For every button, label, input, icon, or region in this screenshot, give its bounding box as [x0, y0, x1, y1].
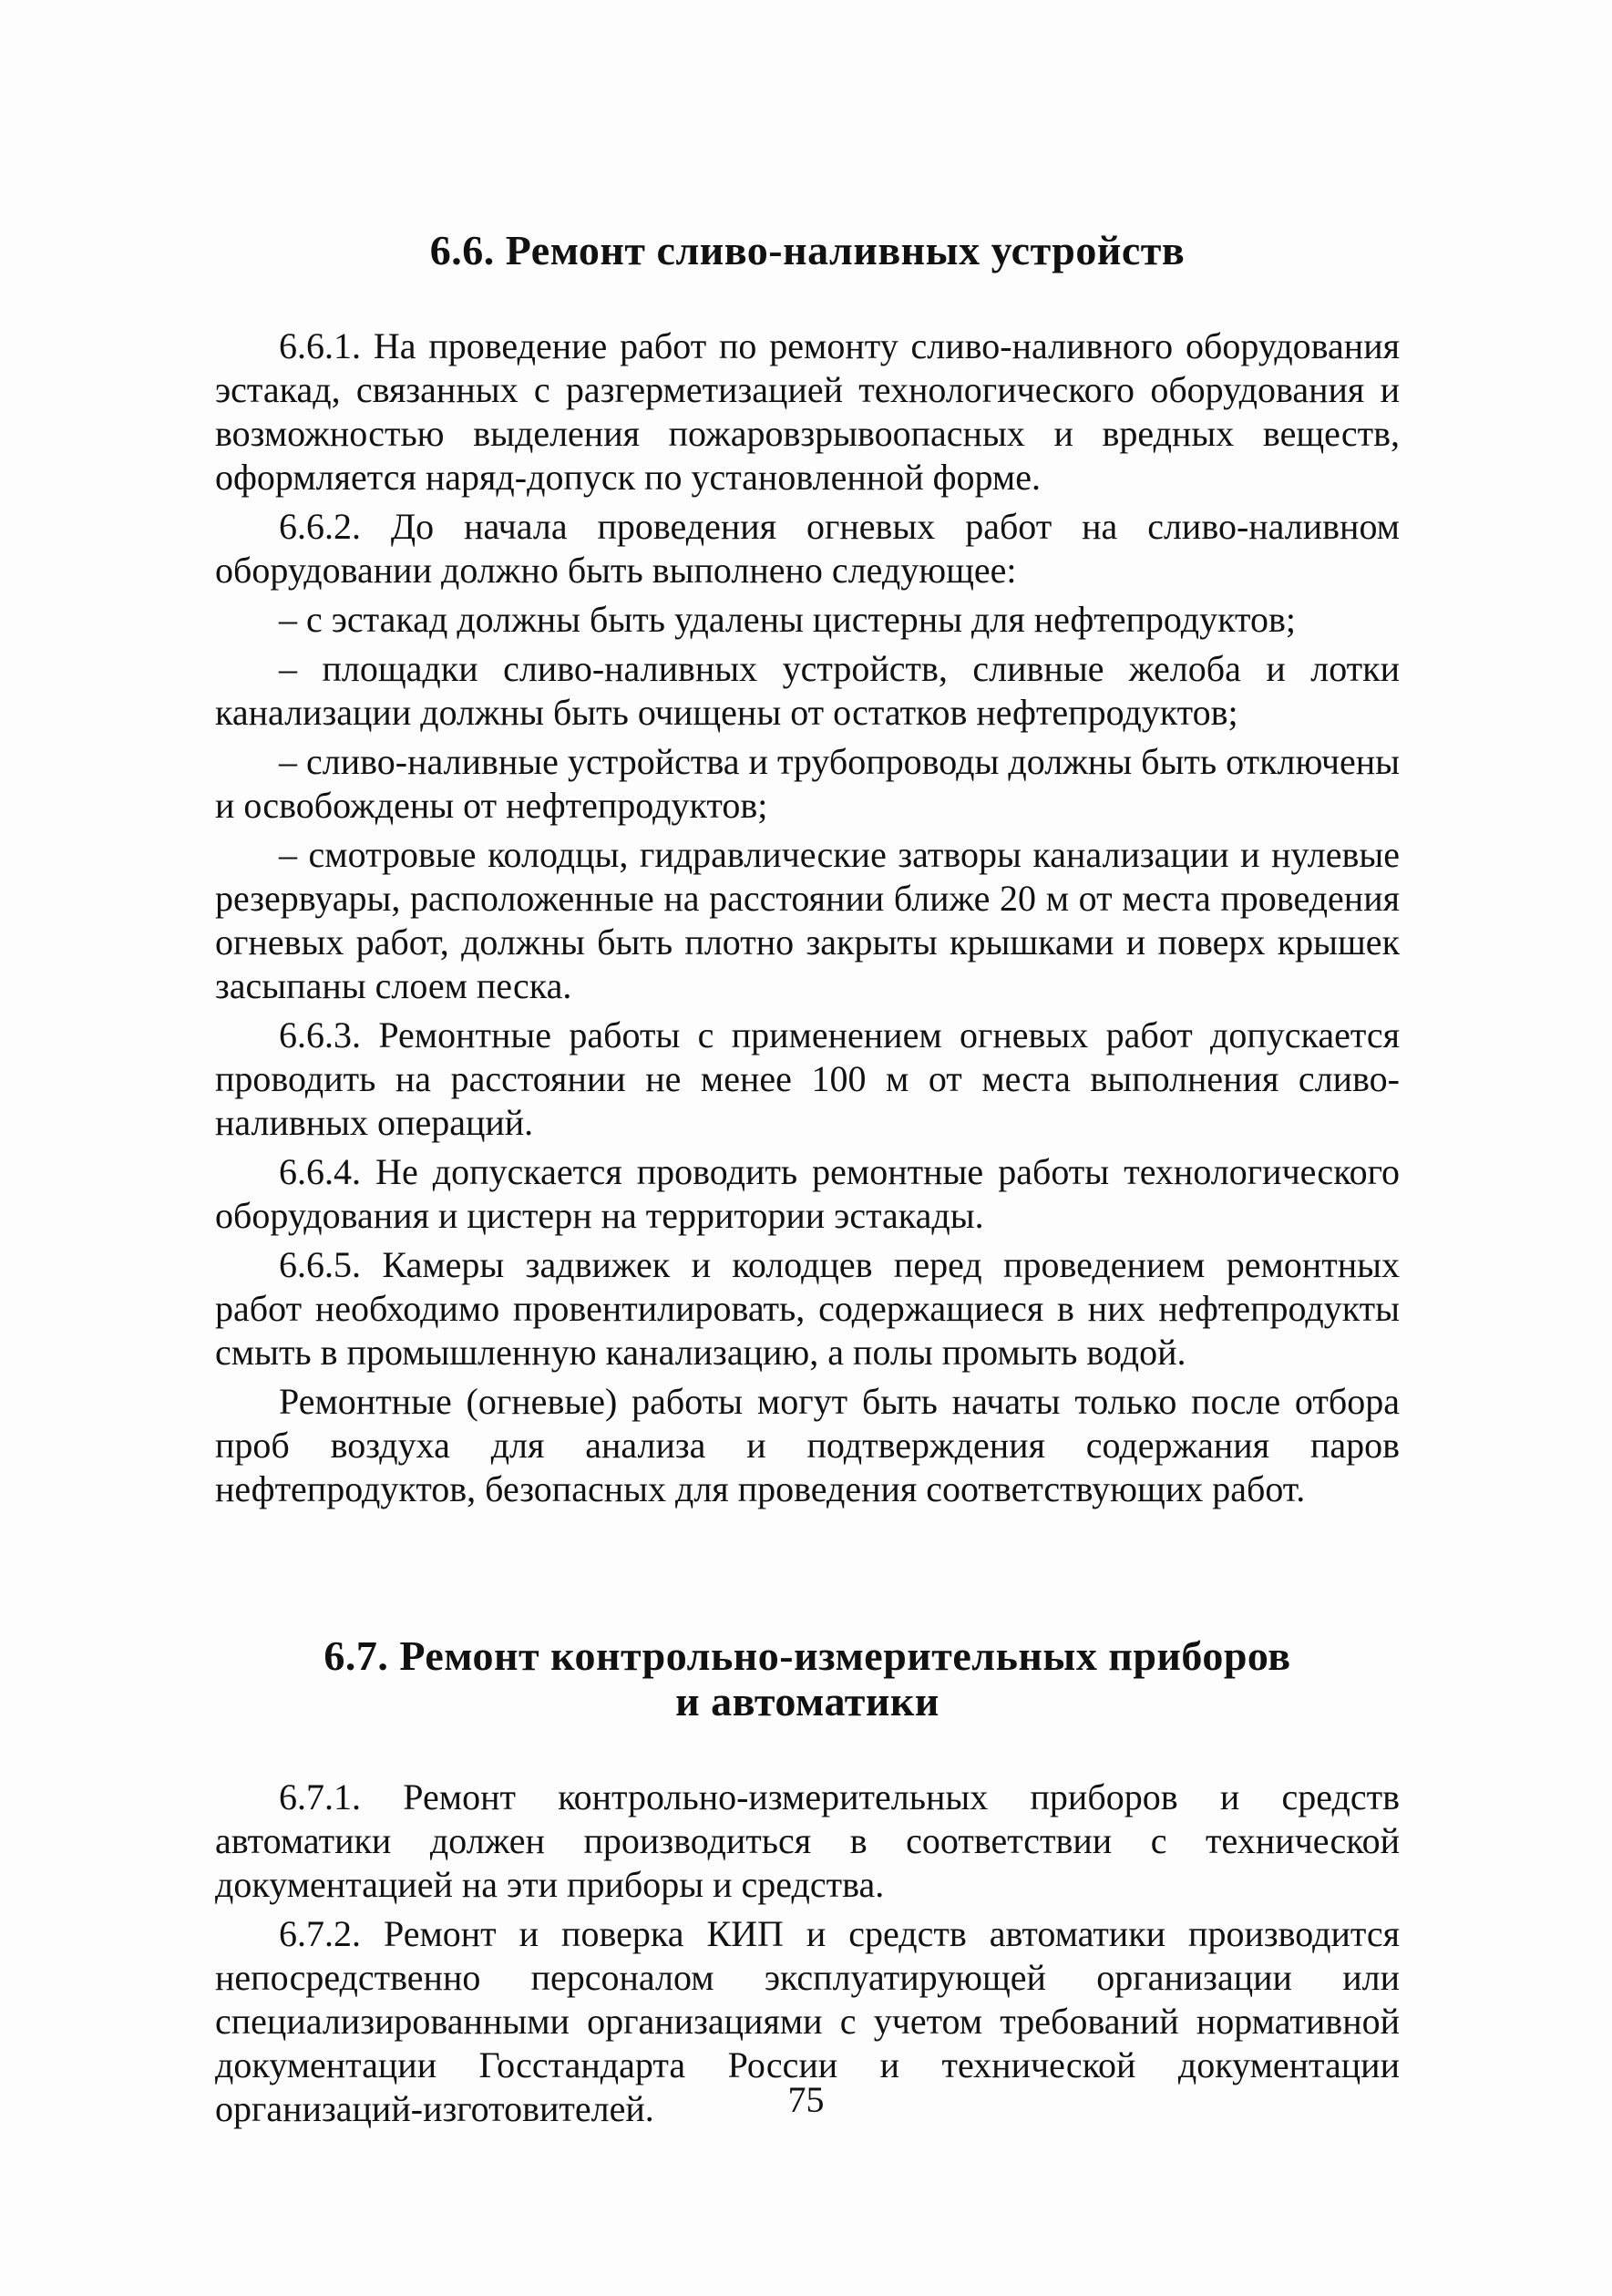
paragraph-6-7-2: 6.7.2. Ремонт и поверка КИП и средств автоматики производится непосредственно персоналом эксплуатирующей организации или специализированными организациями с учетом требований нормативной документации Госстандарта России и технической документации организаций-изготовителей.: [215, 1913, 1400, 2129]
section-6-7-title-line-1: 6.7. Ремонт контрольно-измерительных приборов: [323, 1632, 1291, 1679]
list-item-devices-disconnected: – сливо-наливные устройства и трубопроводы должны быть отключены и освобождены от нефтепродуктов;: [215, 741, 1400, 826]
page-number: 75: [787, 2079, 825, 2120]
paragraph-6-6-5: 6.6.5. Камеры задвижек и колодцев перед проведением ремонтных работ необходимо провентилировать, содержащиеся в них нефтепродукты смыть в промышленную канализацию, а полы промыть водой.: [215, 1244, 1400, 1373]
section-6-7-title: [215, 1633, 1400, 1725]
list-item-wells-closed: – смотровые колодцы, гидравлические затворы канализации и нулевые резервуары, расположенные на расстоянии ближе 20 м от места проведения огневых работ, должны быть плотно закрыты крышками и поверх крышек засыпаны слоем песка.: [215, 834, 1400, 1006]
list-item-tanks-removed: – с эстакад должны быть удалены цистерны для нефтепродуктов;: [279, 599, 1296, 640]
page-content: [215, 228, 1400, 2136]
paragraph-6-6-5-continued: Ремонтные (огневые) работы могут быть начаты только после отбора проб воздуха для анализа и подтверждения содержания паров нефтепродуктов, безопасных для проведения соответствующих работ.: [215, 1381, 1400, 1509]
section-6-6-title: 6.6. Ремонт сливо-наливных устройств: [429, 227, 1186, 273]
section-6-7-title-line-2: и автоматики: [675, 1678, 939, 1725]
paragraph-6-7-1: 6.7.1. Ремонт контрольно-измерительных приборов и средств автоматики должен производиться в соответствии с технической документацией на эти приборы и средства.: [215, 1776, 1400, 1905]
paragraph-6-6-3: 6.6.3. Ремонтные работы с применением огневых работ допускается проводить на расстоянии не менее 100 м от места выполнения сливо-наливных операций.: [215, 1014, 1400, 1143]
paragraph-6-6-2: 6.6.2. До начала проведения огневых работ на сливо-наливном оборудовании должно быть выполнено следующее:: [215, 506, 1400, 591]
paragraph-6-6-4: 6.6.4. Не допускается проводить ремонтные работы технологического оборудования и цистерн на территории эстакады.: [215, 1151, 1400, 1236]
list-item-platforms-cleaned: – площадки сливо-наливных устройств, сливные желоба и лотки канализации должны быть очищены от остатков нефтепродуктов;: [215, 648, 1400, 733]
section-spacer: [215, 1517, 1400, 1633]
paragraph-6-6-1: 6.6.1. На проведение работ по ремонту сливо-наливного оборудования эстакад, связанных с разгерметизацией технологического оборудования и возможностью выделения пожаровзрывоопасных и вредных веществ, оформляется наряд-допуск по установленной форме.: [215, 325, 1400, 498]
